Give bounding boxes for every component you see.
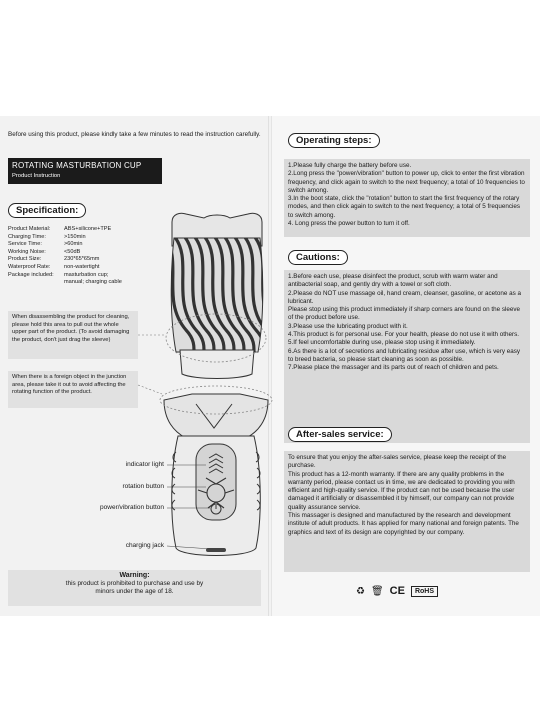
spec-label: Waterproof Rate: xyxy=(8,263,51,270)
caution-item: 2.Please do NOT use massage oil, hand cream, cleanser, gasoline, or acetone as a lubricant. xyxy=(288,289,522,305)
caution-item: 5.If feel uncomfortable during use, please stop using it immediately. xyxy=(288,339,476,347)
spec-label: Working Noise: xyxy=(8,248,46,255)
spec-value: manual; charging cable xyxy=(64,279,122,286)
caution-item: 3.Please use the lubricating product with it. xyxy=(288,322,408,330)
charging-jack-label: charging jack xyxy=(125,542,164,549)
after-sales-paragraph: To ensure that you enjoy the after-sales service, please keep the receipt of the purchase. xyxy=(288,454,507,470)
operating-steps-box xyxy=(284,159,530,237)
product-subtitle: Product Instruction xyxy=(12,173,61,179)
product-title: ROTATING MASTURBATION CUP xyxy=(12,161,142,170)
spec-value: ABS+silicone+TPE xyxy=(64,226,112,232)
caution-item: 6.As there is a lot of secretions and lubricating residue after use, which is very easy to breed bacteria, so please start cleaning as soon as possible. xyxy=(288,347,521,363)
warning-line: this product is prohibited to purchase and use by xyxy=(65,580,204,587)
spec-label: Product Size: xyxy=(8,256,42,263)
after-sales-paragraph: This massager is designed and manufactured by the research and development institute of adult products. It has applied for many national and foreign patents. The graphics and text of its design are copyrighted by our company. xyxy=(288,512,519,536)
caution-item: 7.Please place the massager and its parts out of reach of children and pets. xyxy=(288,364,499,372)
after-sales-paragraph: This product has a 12-month warranty. If there are any quality problems in the warranty period, please contact us in time, we are dedicated to providing you with efficient and high-quality service. If the product can not be used because the user damaged it artificially or disassembled it by himself, our company can not provide quality assurance service. xyxy=(288,470,515,511)
rotation-button-label: rotation button xyxy=(122,483,164,490)
spec-value: non-watertight xyxy=(64,263,100,270)
warning-box xyxy=(8,570,261,606)
spec-value: >150min xyxy=(64,233,86,240)
certification-marks xyxy=(356,585,438,597)
lower-cup xyxy=(164,394,268,438)
specification-heading: Specification: xyxy=(8,203,86,218)
spec-value: masturbation cup; xyxy=(64,271,109,278)
spec-value: <50dB xyxy=(64,248,81,255)
intro-text: Before using this product, please kindly take a few minutes to read the instruction carefully. xyxy=(8,131,261,138)
foreign-object-callout: When there is a foreign object in the junction area, please take it out to avoid affecting the rotating function of the product. xyxy=(8,371,138,408)
warning-line: minors under the age of 18. xyxy=(95,588,174,595)
power-vibration-button-label: power/vibration button xyxy=(100,504,164,511)
operating-step: 4. Long press the power button to turn it off. xyxy=(288,220,410,228)
spec-value: 230*65*65mm xyxy=(64,256,100,263)
cautions-heading: Cautions: xyxy=(288,250,348,265)
spec-label: Package included: xyxy=(8,271,54,278)
operating-step: 3.In the boot state, click the "rotation" button to start the first frequency of the rotary modes, and then click again to switch to the next frequency; a total of 5 frequencies to switch among. xyxy=(288,195,521,219)
recycle-icon: ♻ xyxy=(356,585,365,597)
spec-label: Service Time: xyxy=(8,241,42,248)
operating-step: 1.Please fully charge the battery before use. xyxy=(288,162,412,169)
spec-label: Charging Time: xyxy=(8,233,46,240)
warning-title: Warning: xyxy=(119,572,150,579)
caution-item: 4.This product is for personal use. For your health, please do not use it with others. xyxy=(288,331,520,339)
indicator-light-label: indicator light xyxy=(125,461,164,468)
cautions-box xyxy=(284,270,530,443)
caution-item: Please stop using this product immediately if sharp corners are found on the sleeve of the product before use. xyxy=(288,306,521,322)
operating-steps-heading: Operating steps: xyxy=(288,133,380,148)
rohs-mark: RoHS xyxy=(411,586,438,597)
bin-crossed-icon: 🗑 xyxy=(370,585,384,597)
operating-step: 2.Long press the "power/vibration" button to power up, click to enter the first vibration frequency, and click again to switch to the next frequency; a total of 10 frequencies to switch among. xyxy=(288,170,525,194)
pointer-line xyxy=(138,385,162,394)
upper-base xyxy=(180,350,254,379)
spec-value: >60min xyxy=(64,241,83,248)
spec-label: Product Material: xyxy=(8,226,51,232)
after-sales-box xyxy=(284,451,530,572)
after-sales-heading: After-sales service: xyxy=(288,427,392,442)
disassemble-callout: When disassembling the product for cleaning, please hold this area to pull out the whole upper part of the product. (To avoid damaging the product, don't just drag the sleeve) xyxy=(8,311,138,359)
caution-item: 1.Before each use, please disinfect the product, scrub with warm water and antibacterial soap, and gently dry with a towel or soft cloth. xyxy=(288,273,498,289)
ce-mark: CE xyxy=(389,585,405,597)
